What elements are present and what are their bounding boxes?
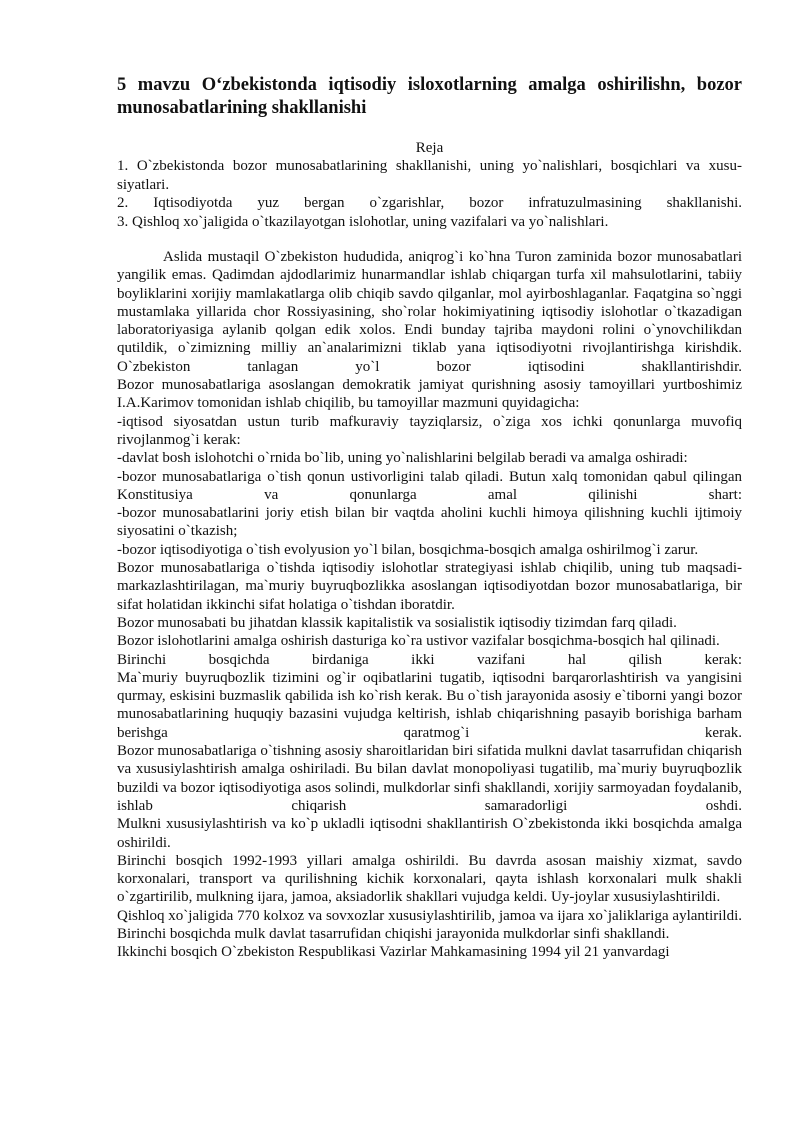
paragraph: Bozor munosabatlariga o`tishning asosiy sharoitlaridan biri sifatida mulkni davlat tasarrufidan chiqarish va xususiylashtirish amalga oshiriladi. Bu bilan davlat monopoliyasi tugatilib, ma`muriy buyruqbozlik buzildi va bozor iqtisodiyotiga asos solindi, mulkdorlar sinfi shakllandi, xorijiy sarmoyadan foydalanib, ishlab chiqarish samaradorligi oshdi.: [117, 743, 742, 814]
paragraph: Bozor munosabatlariga o`tishda iqtisodiy islohotlar strategiyasi ishlab chiqilib, uning tub maqsadi-markazlashtirilagan, ma`muriy buyruqbozlikka asoslangan iqtisodiyotdan bozor munosabatlariga, bir sifat holatidan ikkinchi sifat holatiga o`tishdan iboratdir.: [117, 560, 742, 613]
paragraph: -iqtisod siyosatdan ustun turib mafkuraviy tayziqlarsiz, o`ziga xos ichki qonunlarga muvofiq rivojlanmog`i kerak:: [117, 413, 742, 448]
paragraph: -bozor munosabatlarini joriy etish bilan bir vaqtda aholini kuchli himoya qilishning kuchli ijtimoiy siyosatini o`tkazish;: [117, 505, 742, 540]
plan-item: 3. Qishloq xo`jaligida o`tkazilayotgan islohotlar, uning vazifalari va yo`nalishlari.: [117, 213, 609, 230]
plan-heading: Reja: [415, 140, 444, 156]
document-body: [117, 248, 742, 962]
paragraph: Bozor munosabatlariga asoslangan demokratik jamiyat qurishning asosiy tamoyillari yurtboshimiz I.A.Karimov tomonidan ishlab chiqilib, bu tamoyillar mazmuni quyidagicha:: [117, 377, 742, 412]
paragraph: Birinchi bosqich 1992-1993 yillari amalga oshirildi. Bu davrda asosan maishiy xizmat, savdo korxonalari, transport va qurilishning kichik korxonalari, qayta ishlash korxonalari mulk shakli o`zgartirilib, mulkning ijara, jamoa, aksiadorlik shakllari vujudga keldi. Uy-joylar xususiylashtirildi.: [117, 852, 742, 906]
paragraph: Bozor islohotlarini amalga oshirish dasturiga ko`ra ustivor vazifalar bosqichma-bosqich hal qilinadi.: [117, 633, 720, 650]
document-title: 5 mavzu Oʻzbekistonda iqtisodiy isloxotlarning amalga oshirilishn, bozor munosabatlarining shakllanishi: [117, 75, 742, 118]
plan-list: [117, 157, 742, 231]
paragraph: Ma`muriy buyruqbozlik tizimini og`ir oqibatlarini tugatib, iqtisodni barqarorlashtirish va yangisini qurmay, eskisini buzmaslik qabilida ish ko`rish kerak. Bu o`tish jarayonida asosiy e`tiborni yangi bozor munosabatlarining huquqiy bazasini vujudga keltirish, ishlab chiqarishning pasayib borishiga barham berishga qaratmog`i kerak.: [117, 669, 742, 741]
paragraph: Mulkni xususiylashtirish va ko`p ukladli iqtisodni shakllantirish O`zbekistonda ikki bosqichda amalga oshirildi.: [117, 816, 742, 851]
paragraph: Qishloq xo`jaligida 770 kolxoz va sovxozlar xususiylashtirilib, jamoa va ijara xo`jaliklariga aylantirildi. Birinchi bosqichda mulk davlat tasarrufidan chiqishi jarayonida mulkdorlar sinfi shakllandi.: [117, 907, 742, 942]
paragraph: Bozor munosabati bu jihatdan klassik kapitalistik va sosialistik iqtisodiy tizimdan farq qiladi.: [117, 614, 677, 631]
paragraph: -bozor iqtisodiyotiga o`tish evolyusion yo`l bilan, bosqichma-bosqich amalga oshirilmog`i zarur.: [117, 541, 699, 558]
paragraph: Ikkinchi bosqich O`zbekiston Respublikasi Vazirlar Mahkamasining 1994 yil 21 yanvardagi: [117, 944, 670, 961]
paragraph: Aslida mustaqil O`zbekiston hududida, aniqrog`i ko`hna Turon zaminida bozor munosabatlari yangilik emas. Qadimdan ajdodlarimiz hunarmandlar ishlab chiqargan turfa xil mahsulotlarini, tabiiy boyliklarini xorijiy mamlakatlarga olib chiqib savdo qilganlar, mol ayirboshlaganlar. Faqatgina so`nggi mustamlaka yillarida chor Rossiyasining, sho`rolar hokimiyatining iqtisodiy islohotlar o`tkazadigan laboratoriyasiga aylanib qolgan edik xolos. Endi bunday tajriba maydoni rolini o`ynovchilikdan qutildik, o`zimizning milliy an`analarimizni tiklab yana iqtisodiyotni rivojlantirishga kirishdik. O`zbekiston tanlagan yo`l bozor iqtisodini shakllantirishdir.: [117, 249, 742, 375]
paragraph: -bozor munosabatlariga o`tish qonun ustivorligini talab qiladi. Butun xalq tomonidan qabul qilingan Konstitusiya va qonunlarga amal qilinishi shart:: [117, 468, 742, 503]
paragraph: -davlat bosh islohotchi o`rnida bo`lib, uning yo`nalishlarini belgilab beradi va amalga oshiradi:: [117, 450, 688, 467]
paragraph: Birinchi bosqichda birdaniga ikki vazifani hal qilish kerak:: [117, 651, 742, 668]
plan-item: 2. Iqtisodiyotda yuz bergan o`zgarishlar, bozor infratuzulmasining shakllanishi.: [117, 195, 742, 212]
plan-item: 1. O`zbekistonda bozor munosabatlarining shakllanishi, uning yo`nalishlari, bosqichlari va xususiyatlari.: [117, 158, 742, 193]
